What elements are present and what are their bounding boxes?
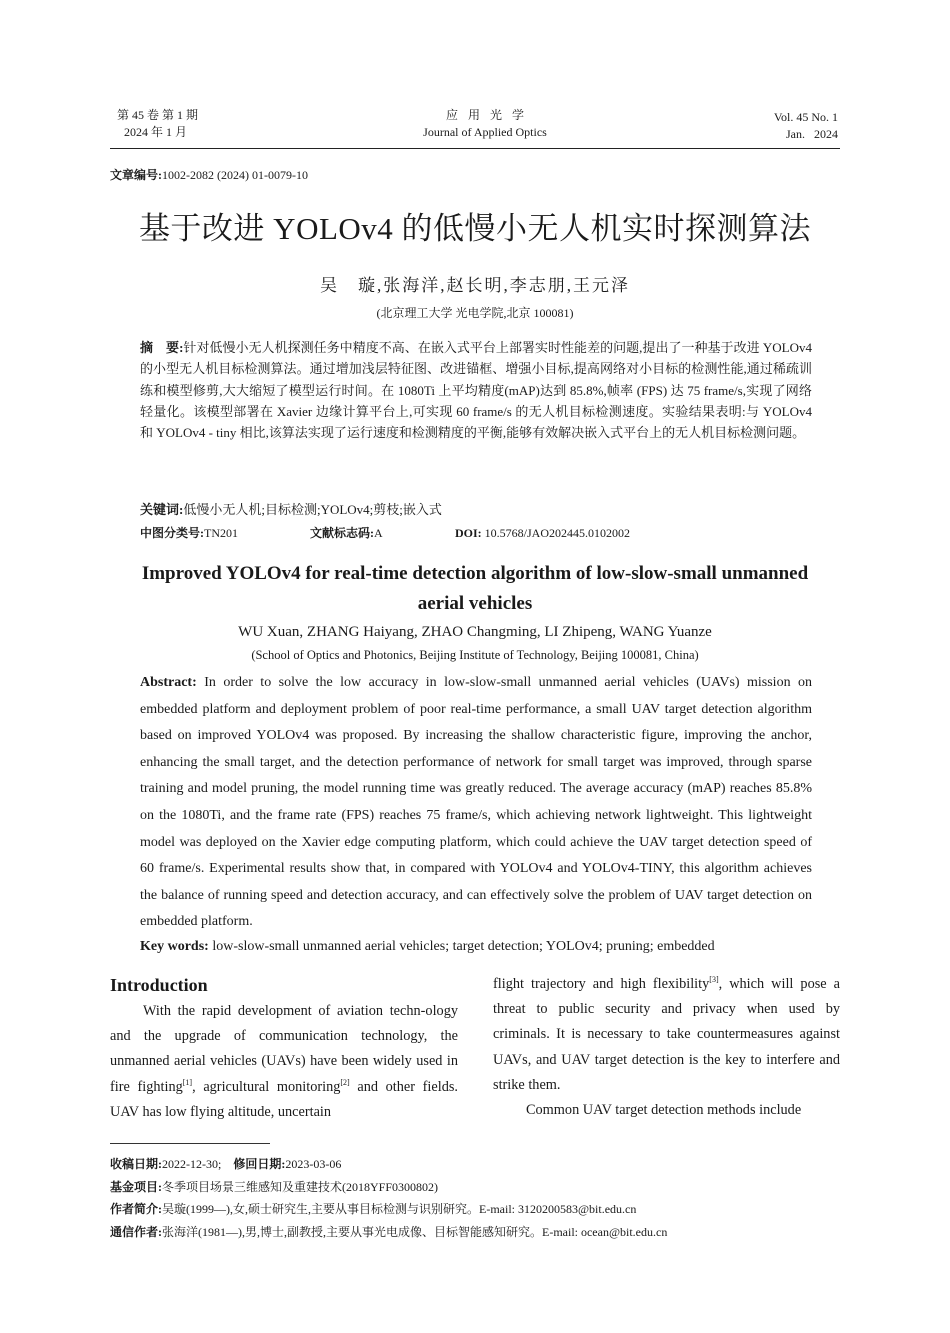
header-divider (110, 148, 840, 149)
abstract-cn-label: 摘 要: (140, 340, 184, 355)
intro-paragraph-2: Common UAV target detection methods include (526, 1102, 802, 1119)
footnote-fund (110, 1176, 850, 1199)
authors-en: WU Xuan, ZHANG Haiyang, ZHAO Changming, LI Zhipeng, WANG Yuanze (238, 624, 712, 640)
journal-name-en: Journal of Applied Optics (423, 125, 547, 139)
paper-title-en: Improved YOLOv4 for real-time detection algorithm of low-slow-small unmanned aerial vehicles (141, 563, 809, 614)
doi (455, 526, 630, 541)
keywords-cn-label: 关键词: (140, 502, 184, 517)
author-bio-label: 作者简介: (110, 1202, 162, 1216)
citation-ref[interactable]: [2] (340, 1077, 350, 1087)
clc-value: TN201 (204, 526, 238, 540)
clc-label: 中图分类号: (140, 526, 204, 540)
author-bio-text: 吴璇(1999—),女,硕士研究生,主要从事目标检测与识别研究。E-mail: 3120200583@bit.edu.cn (162, 1202, 637, 1216)
corresponding-label: 通信作者: (110, 1224, 162, 1239)
citation-ref[interactable]: [1] (182, 1077, 193, 1087)
received-label: 收稿日期: (110, 1157, 162, 1171)
abstract-en-text: In order to solve the low accuracy in low-slow-small unmanned aerial vehicles (UAVs) mission on embedded platform and deployment problem of poor real-time performance, a small UAV target detection algorithm based on improved YOLOv4 was proposed. By increasing the shallow characteristic figure, improving the anchor, enhancing the small target, and the detection performance of network for small target was improved, through sparse training and model pruning, the model running time was greatly reduced. The average accuracy (mAP) reaches 85.8% on the 1080Ti, and the frame rate (FPS) reaches 75 frame/s, which achieving network lightweight. This lightweight model was deployed on the Xavier edge computing platform, which could achieve the UAV target detection speed of 60 frame/s. Experimental results show that, in compared with YOLOv4 and YOLOv4-TINY, this algorithm achieves the balance of running speed and detection accuracy, and can effectively solve the problem of UAV target detection on embedded platform. (140, 675, 813, 930)
header-journal (380, 107, 590, 141)
affiliation-en: (School of Optics and Photonics, Beijing Institute of Technology, Beijing 100081, China) (251, 648, 699, 662)
body-column-right (493, 972, 840, 1123)
header-volume-issue (117, 107, 237, 141)
intro-text: , which will pose a threat to public security and privacy when used by criminals. It is necessary to take countermeasures against UAVs, and UAV target detection is the key to interfere and strike them. (493, 976, 840, 1093)
section-heading-introduction: Introduction (110, 975, 208, 995)
fund-text: 冬季项目场景三维感知及重建技术(2018YFF0300802) (162, 1179, 439, 1194)
abstract-en (140, 670, 812, 936)
footnotes (110, 1153, 850, 1243)
header-volume: 第 45 卷 第 1 期 (117, 108, 199, 122)
keywords-cn-text: 低慢小无人机;目标检测;YOLOv4;剪枝;嵌入式 (183, 502, 442, 517)
intro-text: , agricultural monitoring (192, 1078, 341, 1095)
intro-text: and other fields. UAV has low flying altitude, uncertain (110, 1078, 459, 1120)
doc-code-value: A (374, 526, 383, 540)
journal-name-cn: 应用光学 (445, 108, 534, 122)
clc-number (140, 524, 310, 541)
header-volume-en (698, 109, 838, 143)
corresponding-text: 张海洋(1981—),男,博士,副教授,主要从事光电成像、目标智能感知研究。E-mail: ocean@bit.edu.cn (162, 1224, 668, 1239)
intro-text: With the rapid development of aviation techn-ology and the upgrade of communication technology, the unmanned aerial vehicles (UAVs) have been widely used in fire fighting (110, 1003, 458, 1095)
keywords-en (140, 936, 812, 958)
doc-code-label: 文献标志码: (310, 526, 374, 540)
received-date: 2022-12-30; (162, 1157, 222, 1171)
citation-ref[interactable]: [3] (709, 975, 719, 985)
footnote-author (110, 1198, 850, 1221)
doi-label: DOI: (455, 526, 482, 540)
body-column-left (110, 972, 458, 1125)
keywords-en-text: low-slow-small unmanned aerial vehicles; target detection; YOLOv4; pruning; embedded (212, 939, 715, 954)
footnote-dates (110, 1153, 850, 1176)
intro-paragraph-1-cont (493, 972, 840, 1098)
footnote-corresponding (110, 1221, 850, 1244)
header-vol-no: Vol. 45 No. 1 (773, 110, 838, 124)
keywords-cn (140, 499, 812, 520)
header-date-cn: 2024 年 1 月 (124, 125, 188, 139)
doi-value: 10.5768/JAO202445.0102002 (484, 526, 631, 540)
article-number-label: 文章编号: (110, 168, 162, 182)
footnote-divider (110, 1143, 270, 1144)
article-number (110, 166, 308, 183)
header-date-en: Jan. 2024 (786, 127, 838, 141)
intro-text: flight trajectory and high flexibility (493, 976, 710, 992)
paper-title-cn: 基于改进 YOLOv4 的低慢小无人机实时探测算法 (138, 211, 812, 246)
affiliation-cn: (北京理工大学 光电学院,北京 100081) (376, 306, 574, 320)
abstract-cn-text: 针对低慢小无人机探测任务中精度不高、在嵌入式平台上部署实时性能差的问题,提出了一种基于改进 YOLOv4 的小型无人机目标检测算法。通过增加浅层特征图、改进锚框、增强小目标,提高网络对小目标的检测性能,通过稀疏训练和模型修剪,大大缩短了模型运行时间。在 1080Ti 上平均精度(mAP)达到 85.8%,帧率 (FPS) 达 75 frame/s,实现了网络轻量化。该模型部署在 Xavier 边缘计算平台上,可实现 60 frame/s 的无人机目标检测速度。实验结果表明:与 YOLOv4 和 YOLOv4 - tiny 相比,该算法实现了运行速度和检测精度的平衡,能够有效解决嵌入式平台上的无人机目标检测问题。 (140, 340, 812, 441)
keywords-en-label: Key words: (140, 939, 209, 954)
intro-paragraph-1 (110, 999, 458, 1125)
revised-date: 2023-03-06 (285, 1157, 342, 1171)
document-code (310, 524, 455, 541)
authors-cn: 吴 璇,张海洋,赵长明,李志朋,王元泽 (320, 276, 630, 295)
classification-row (140, 524, 812, 541)
abstract-cn (140, 337, 812, 443)
abstract-en-label: Abstract: (140, 675, 197, 690)
revised-label: 修回日期: (233, 1157, 286, 1171)
fund-label: 基金项目: (110, 1179, 162, 1194)
article-number-value: 1002-2082 (2024) 01-0079-10 (162, 168, 308, 182)
